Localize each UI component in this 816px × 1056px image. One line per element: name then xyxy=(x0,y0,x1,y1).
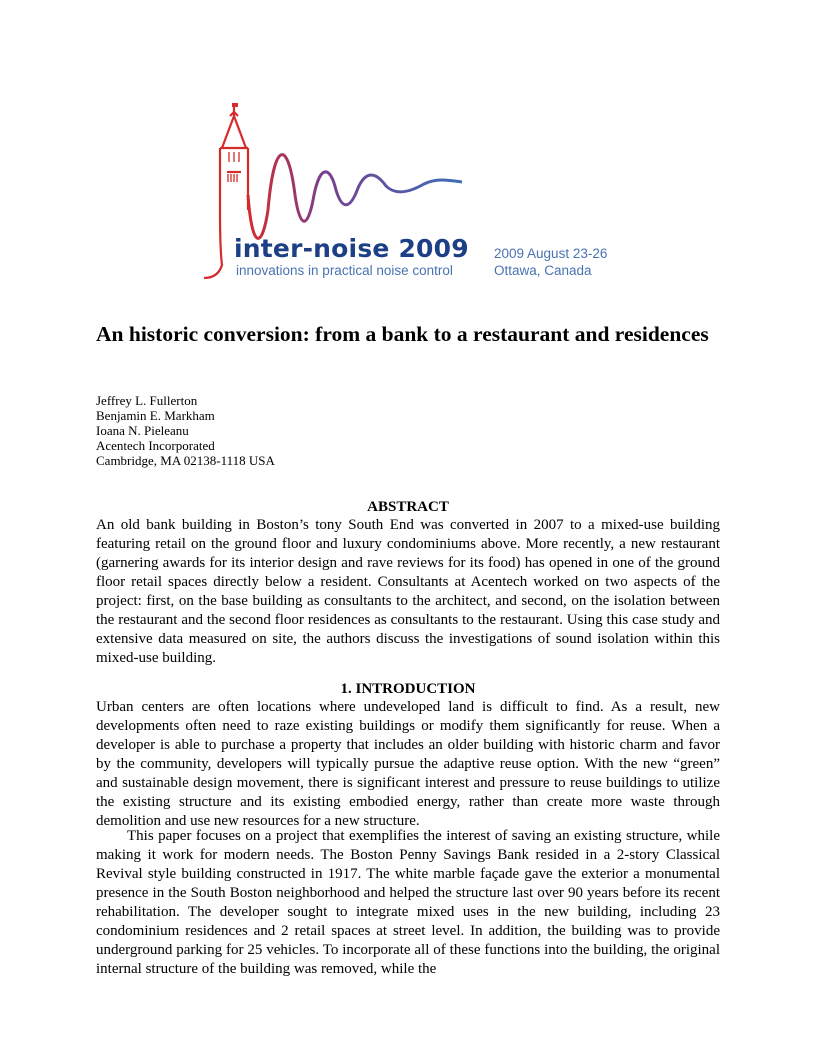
abstract-heading: ABSTRACT xyxy=(367,499,449,515)
author-name: Benjamin E. Markham xyxy=(96,408,215,423)
introduction-paragraph-1: Urban centers are often locations where undeveloped land is difficult to find. As a result, new developments often need to raze existing buildings or modify them significantly for reuse. When a developer is able to purchase a property that includes an older building with historic charm and favor by the community, developers will typically pursue the adaptive reuse option. With the new “green” and sustainable design movement, there is significant interest and pressure to reuse buildings to utilize the existing structure and its existing embodied energy, rather than create more waste through demolition and use new resources for a new structure. xyxy=(96,699,720,829)
author-name: Jeffrey L. Fullerton xyxy=(96,393,198,408)
introduction-heading: 1. INTRODUCTION xyxy=(340,681,476,697)
introduction-paragraph-2: This paper focuses on a project that exemplifies the interest of saving an existing structure, while making it work for modern needs. The Boston Penny Savings Bank resided in a 2-story Classical Revival style building constructed in 1917. The white marble façade gave the exterior a monumental presence in the South Boston neighborhood and helped the structure last over 90 years before its recent rehabilitation. The developer sought to integrate mixed uses in the new building, including 23 condominium residences and 2 retail spaces at street level. In addition, the building was to provide underground parking for 25 vehicles. To incorporate all of these functions into the building, the original internal structure of the building was removed, while the xyxy=(96,828,720,977)
author-affiliation: Acentech Incorporated xyxy=(96,438,215,453)
author-name: Ioana N. Pieleanu xyxy=(96,423,189,438)
abstract-text: An old bank building in Boston’s tony South End was converted in 2007 to a mixed-use building featuring retail on the ground floor and luxury condominiums above. More recently, a new restaurant (garnering awards for its interior design and rave reviews for its food) has opened in one of the ground floor retail spaces directly below a resident. Consultants at Acentech worked on two aspects of the project: first, on the base building as consultants to the architect, and second, on the isolation between the restaurant and the second floor residences as consultants to the restaurant. Using this case study and extensive data measured on site, the authors discuss the investigations of sound isolation within this mixed-use building. xyxy=(96,517,720,666)
logo-wordmark: inter-noise 2009 xyxy=(234,234,469,263)
logo-tagline: innovations in practical noise control xyxy=(236,263,453,278)
author-block xyxy=(96,393,275,468)
paper-title: An historic conversion: from a bank to a restaurant and residences xyxy=(96,322,709,346)
author-address: Cambridge, MA 02138-1118 USA xyxy=(96,453,275,468)
event-date: 2009 August 23-26 xyxy=(494,246,608,261)
event-location: Ottawa, Canada xyxy=(494,263,592,278)
